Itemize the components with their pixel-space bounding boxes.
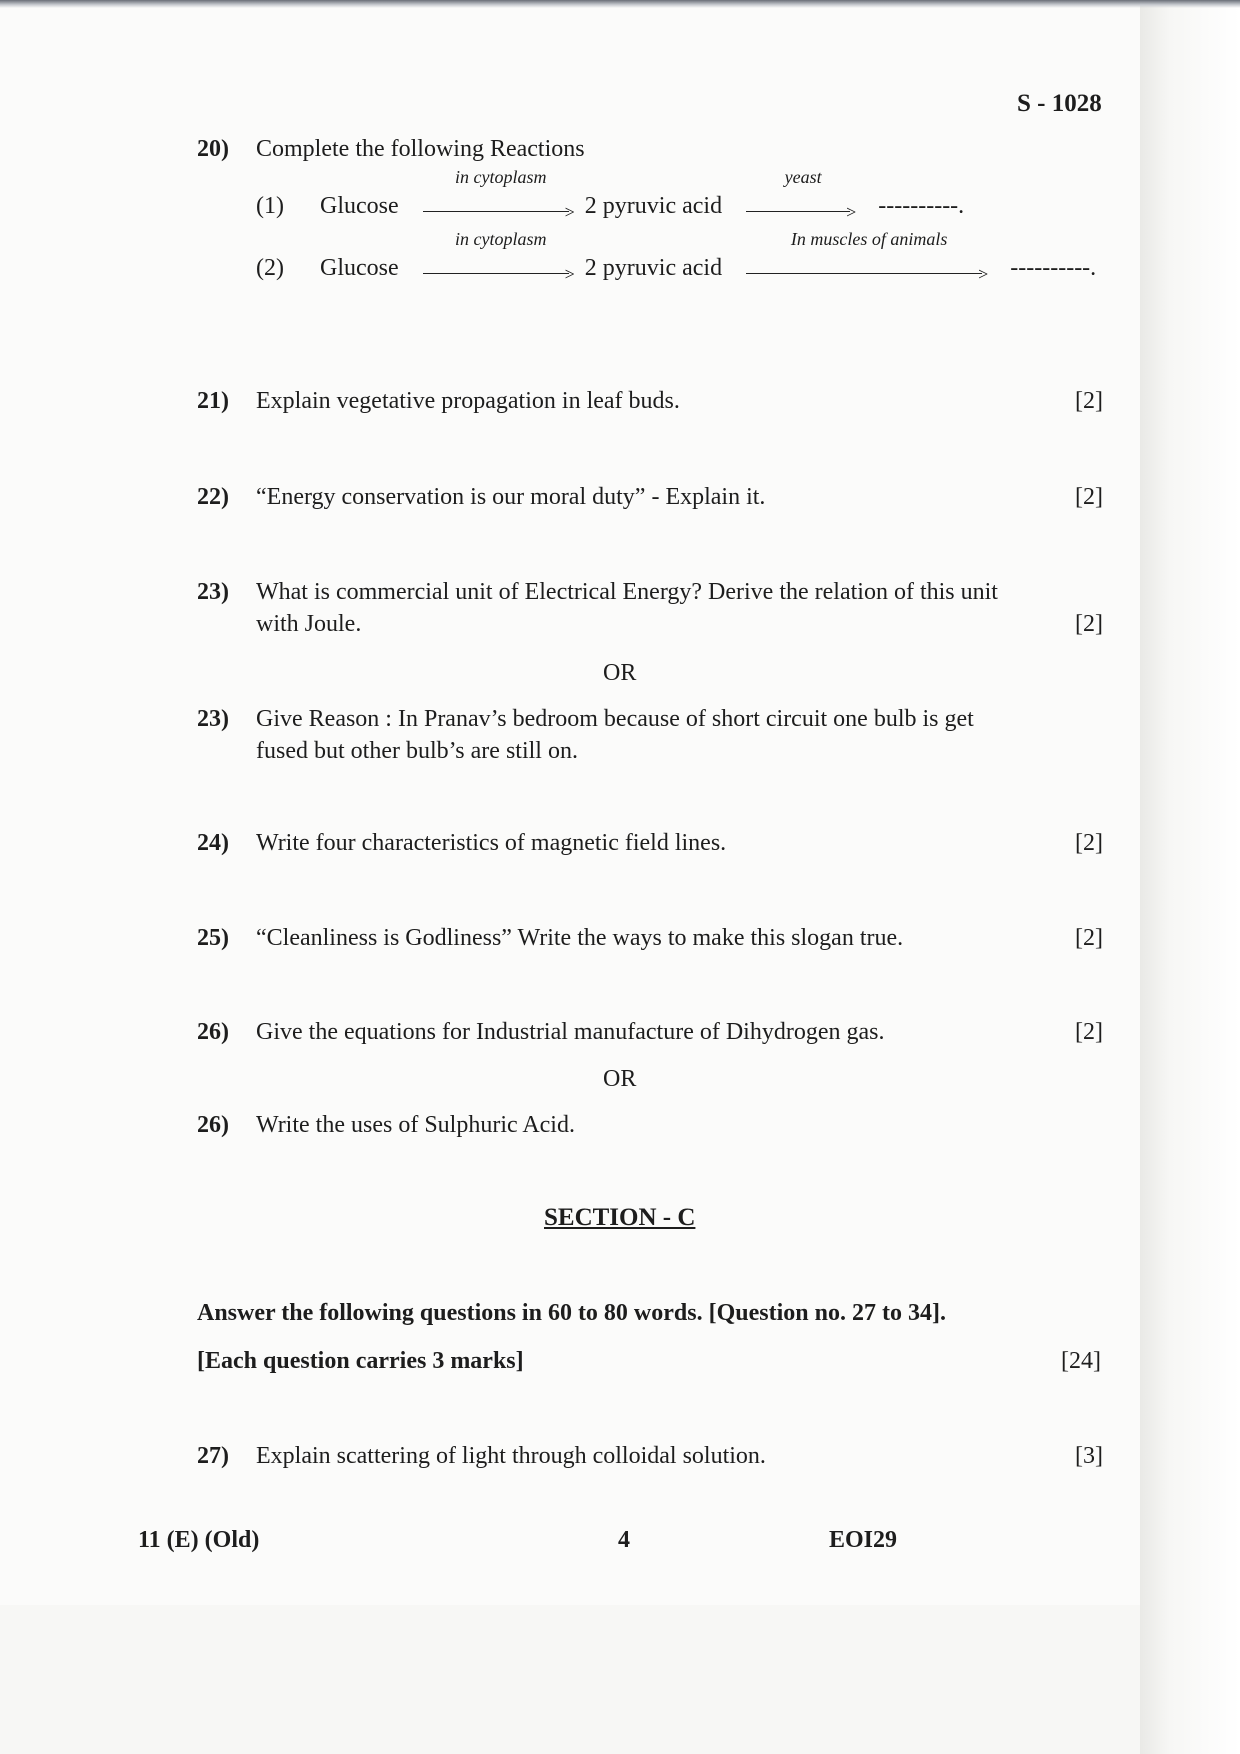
arrow-head-icon: > [978,264,989,284]
reaction-label: (1) [256,193,284,219]
marks: [2] [1075,925,1103,951]
section-instructions-line: [Each question carries 3 marks] [197,1348,524,1374]
question-text: Explain vegetative propagation in leaf buds. [256,388,680,414]
question-text-line: Give Reason : In Pranav’s bedroom because of short circuit one bulb is get [256,706,974,732]
paper-code: S - 1028 [1017,90,1102,117]
arrow-head-icon: > [564,202,575,222]
marks: [2] [1075,1019,1103,1045]
arrow-head-icon: > [564,264,575,284]
question-text: Write four characteristics of magnetic field lines. [256,830,727,856]
footer-paper-id: 11 (E) (Old) [138,1527,260,1553]
or-separator: OR [603,1066,637,1092]
marks: [2] [1075,484,1103,510]
question-number: 23) [197,706,229,732]
question-number: 26) [197,1112,229,1138]
marks: [2] [1075,388,1103,414]
question-text: Write the uses of Sulphuric Acid. [256,1112,575,1138]
reaction-label: (2) [256,255,284,281]
section-marks: [24] [1061,1348,1101,1374]
question-text-line: with Joule. [256,611,362,637]
page-number: 4 [618,1527,630,1553]
question-number: 22) [197,484,229,510]
reaction-arrow [746,167,860,222]
marks: [2] [1075,611,1103,637]
question-number: 26) [197,1019,229,1045]
arrow-label: yeast [784,167,822,187]
arrow-label: In muscles of animals [790,229,948,249]
question-text: “Cleanliness is Godliness” Write the ways to make this slogan true. [256,925,904,951]
question-text: Explain scattering of light through colloidal solution. [256,1443,766,1469]
question-number: 24) [197,830,229,856]
reaction-arrow [423,167,579,222]
reaction-arrow [423,229,579,284]
intermediate: 2 pyruvic acid [584,193,723,219]
reaction-1 [256,167,965,222]
reaction-arrow [746,229,992,284]
question-number: 23) [197,579,229,605]
intermediate: 2 pyruvic acid [584,255,723,281]
page-edge-shadow [1140,0,1240,1754]
question-number: 20) [197,136,229,162]
reactant: Glucose [319,255,399,281]
arrow-label: in cytoplasm [454,167,547,187]
scan-top-edge [0,0,1240,8]
question-number: 27) [197,1443,229,1469]
arrow-head-icon: > [846,202,857,222]
reactant: Glucose [319,193,399,219]
reaction-2 [256,229,1097,284]
question-text-line: fused but other bulb’s are still on. [256,738,578,764]
blank-answer: ----------. [878,193,965,219]
question-text-line: What is commercial unit of Electrical Energy? Derive the relation of this unit [256,579,998,605]
marks: [3] [1075,1443,1103,1469]
blank-answer: ----------. [1010,255,1097,281]
question-text: “Energy conservation is our moral duty” - Explain it. [256,484,766,510]
question-number: 21) [197,388,229,414]
section-instructions-line: Answer the following questions in 60 to 80 words. [Question no. 27 to 34]. [197,1300,946,1326]
question-text: Complete the following Reactions [256,136,585,162]
arrow-label: in cytoplasm [454,229,547,249]
question-number: 25) [197,925,229,951]
marks: [2] [1075,830,1103,856]
section-heading: SECTION - C [544,1204,696,1231]
footer-code: EOI29 [829,1527,898,1553]
or-separator: OR [603,660,637,686]
question-text: Give the equations for Industrial manufacture of Dihydrogen gas. [256,1019,885,1045]
